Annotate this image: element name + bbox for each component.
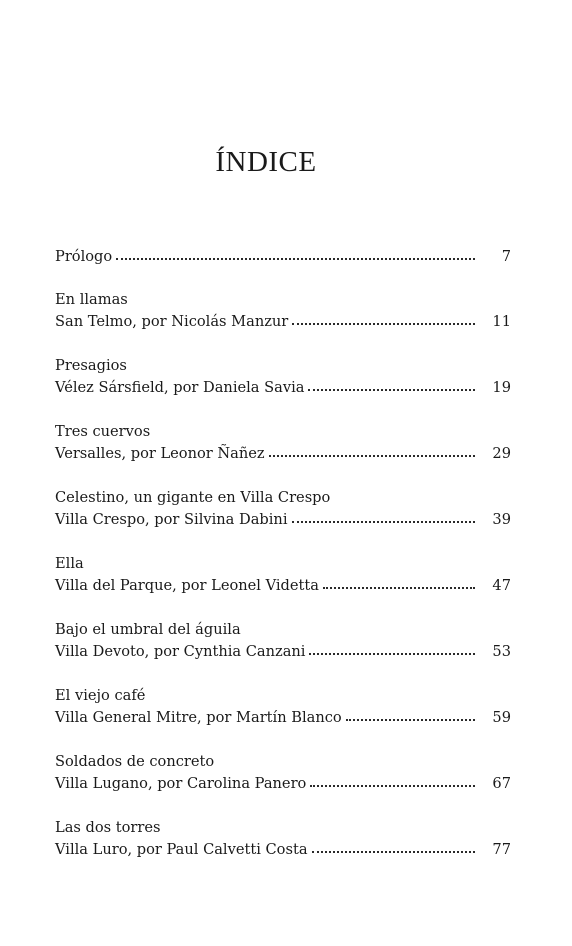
toc-line	[55, 377, 511, 399]
toc-line	[55, 487, 511, 509]
entry-title: En llamas	[55, 291, 128, 308]
entry-subtitle: Villa General Mitre, por Martín Blanco	[55, 709, 342, 726]
toc-line	[55, 641, 511, 663]
page-number: 7	[501, 248, 511, 265]
dot-leader	[308, 378, 475, 392]
entry-title: Presagios	[55, 357, 127, 374]
page-number: 67	[492, 775, 511, 792]
toc-line	[55, 355, 511, 377]
dot-leader	[323, 576, 475, 590]
entry-subtitle: San Telmo, por Nicolás Manzur	[55, 313, 289, 330]
entry-title: Ella	[55, 555, 84, 572]
page-number: 59	[492, 709, 511, 726]
toc-line	[55, 685, 511, 707]
toc-line	[55, 421, 511, 443]
dot-leader	[269, 444, 475, 458]
dot-leader	[310, 774, 475, 788]
toc-line	[55, 839, 511, 861]
dot-leader	[292, 312, 475, 326]
page-title: ÍNDICE	[215, 146, 317, 178]
toc-line	[55, 289, 511, 311]
toc-entry	[55, 289, 511, 333]
dot-leader	[346, 708, 475, 722]
page-number: 19	[492, 379, 511, 396]
toc-line	[55, 553, 511, 575]
entry-title: Bajo el umbral del águila	[55, 621, 241, 638]
entry-title: Las dos torres	[55, 819, 161, 836]
entry-subtitle: Versalles, por Leonor Ñañez	[55, 445, 265, 462]
toc-line	[55, 619, 511, 641]
page-number: 29	[492, 445, 511, 462]
entry-title: Tres cuervos	[55, 423, 151, 440]
entry-title: Prólogo	[55, 248, 113, 265]
toc-line	[55, 773, 511, 795]
dot-leader	[309, 642, 475, 656]
entry-subtitle: Villa Crespo, por Silvina Dabini	[55, 511, 288, 528]
toc-entry	[55, 487, 511, 531]
toc-line	[55, 509, 511, 531]
toc-entry	[55, 553, 511, 597]
table-of-contents	[55, 246, 511, 861]
page-number: 11	[492, 313, 511, 330]
toc-entry	[55, 751, 511, 795]
entry-subtitle: Villa Luro, por Paul Calvetti Costa	[55, 841, 308, 858]
toc-line	[55, 575, 511, 597]
toc-line	[55, 707, 511, 729]
page-number: 39	[492, 511, 511, 528]
toc-line	[55, 751, 511, 773]
dot-leader	[292, 510, 475, 524]
toc-line	[55, 311, 511, 333]
entry-title: Celestino, un gigante en Villa Crespo	[55, 489, 331, 506]
toc-line	[55, 443, 511, 465]
entry-subtitle: Villa del Parque, por Leonel Videtta	[55, 577, 319, 594]
toc-entry	[55, 421, 511, 465]
entry-subtitle: Vélez Sársfield, por Daniela Savia	[55, 379, 305, 396]
page-number: 47	[492, 577, 511, 594]
toc-line	[55, 817, 511, 839]
entry-subtitle: Villa Lugano, por Carolina Panero	[55, 775, 307, 792]
toc-entry	[55, 619, 511, 663]
entry-title: El viejo café	[55, 687, 146, 704]
dot-leader	[312, 840, 475, 854]
page-number: 77	[492, 841, 511, 858]
toc-entry	[55, 817, 511, 861]
toc-entry	[55, 685, 511, 729]
toc-entry-prologo	[55, 246, 511, 268]
entry-subtitle: Villa Devoto, por Cynthia Canzani	[55, 643, 306, 660]
page-number: 53	[492, 643, 511, 660]
toc-line	[55, 246, 511, 268]
entry-title: Soldados de concreto	[55, 753, 215, 770]
toc-entry	[55, 355, 511, 399]
dot-leader	[116, 247, 475, 261]
